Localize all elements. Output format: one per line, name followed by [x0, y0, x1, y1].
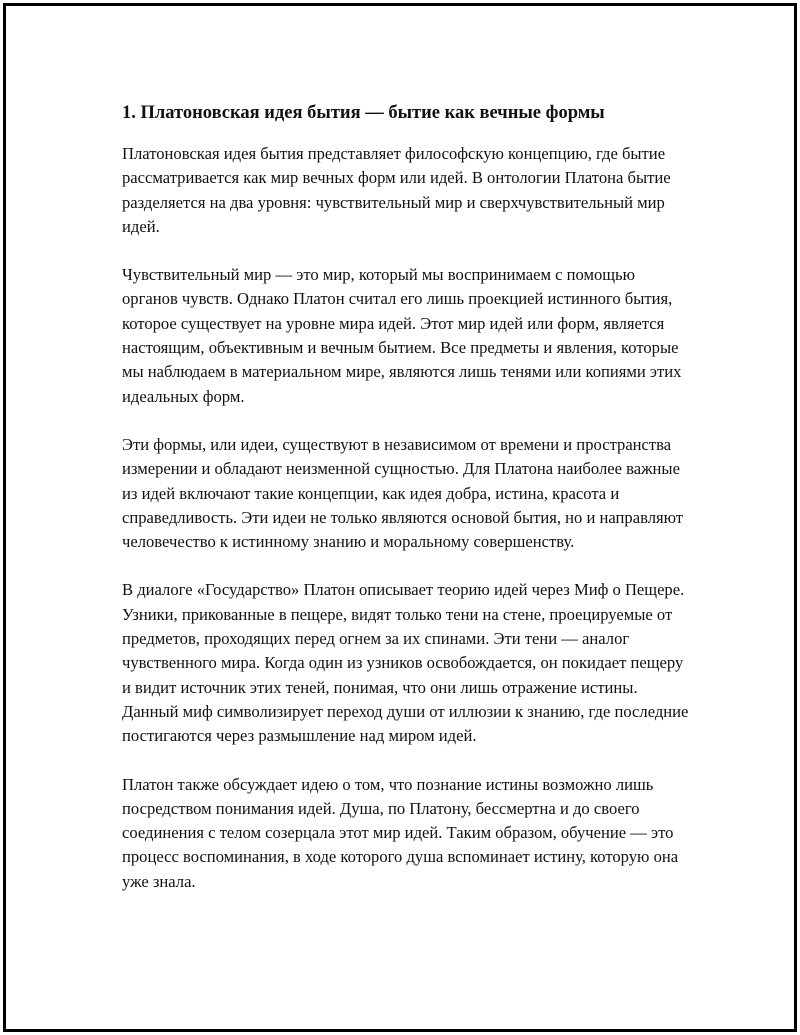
paragraph-2: Чувствительный мир — это мир, который мы воспринимаем с помощью органов чувств. Однако Платон считал его лишь проекцией истинного бытия, которое существует на уровне мира идей. Этот мир идей или форм, является настоящим, объективным и вечным бытием. Все предметы и явления, которые мы наблюдаем в материальном мире, являются лишь тенями или копиями этих идеальных форм.: [122, 265, 682, 406]
paragraph-1: Платоновская идея бытия представляет философскую концепцию, где бытие рассматривается как мир вечных форм или идей. В онтологии Платона бытие разделяется на два уровня: чувствительный мир и сверхчувствительный мир идей.: [122, 144, 671, 236]
document-body: [122, 98, 692, 918]
section-heading: 1. Платоновская идея бытия — бытие как вечные формы: [122, 103, 605, 123]
paragraph-5: Платон также обсуждает идею о том, что познание истины возможно лишь посредством понимания идей. Душа, по Платону, бессмертна и до своего соединения с телом созерцала этот мир идей. Таким образом, обучение — это процесс воспоминания, в ходе которого душа вспоминает истину, которую она уже знала.: [122, 774, 679, 891]
page-frame: [3, 3, 797, 1032]
paragraph-3: Эти формы, или идеи, существуют в независимом от времени и пространства измерении и обладают неизменной сущностью. Для Платона наиболее важные из идей включают такие концепции, как идея добра, истина, красота и справедливость. Эти идеи не только являются основой бытия, но и направляют человечество к истинному знанию и моральному совершенству.: [122, 434, 684, 552]
paragraph-4: В диалоге «Государство» Платон описывает теорию идей через Миф о Пещере. Узники, прикованные в пещере, видят только тени на стене, проецируемые от предметов, проходящих перед огнем за их спинами. Эти тени — аналог чувственного мира. Когда один из узников освобождается, он покидает пещеру и видит источник этих теней, понимая, что они лишь отражение истины. Данный миф символизирует переход души от иллюзии к знанию, где последние постигаются через размышление над миром идей.: [122, 580, 689, 746]
